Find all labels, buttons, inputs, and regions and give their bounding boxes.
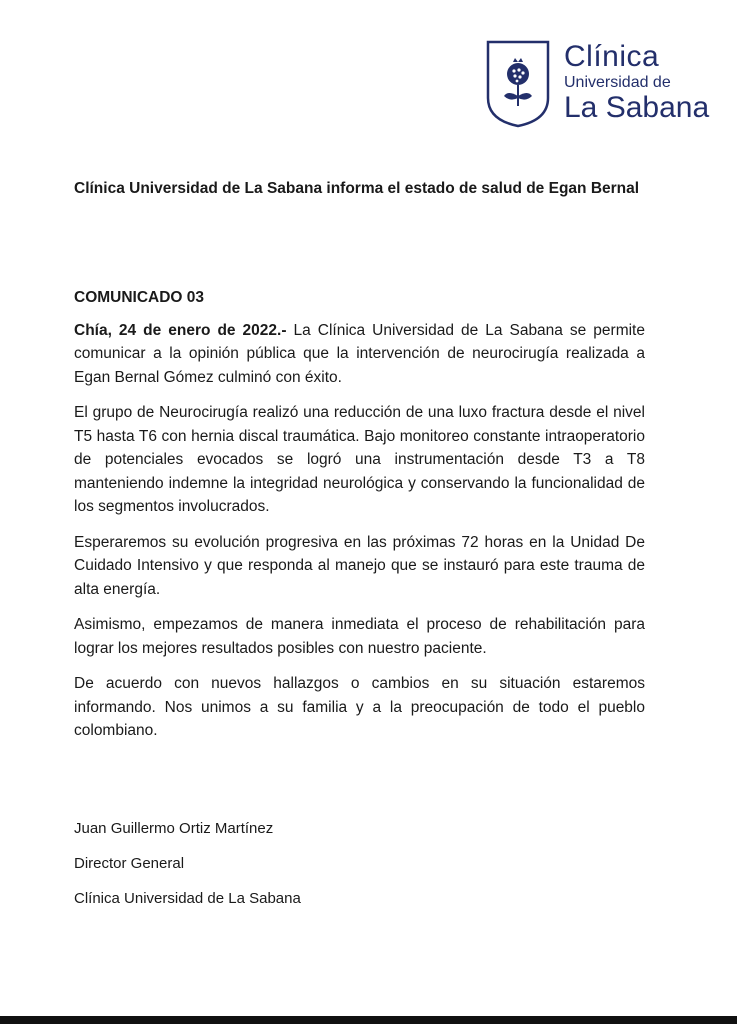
communique-title: COMUNICADO 03 — [74, 289, 205, 306]
paragraph-2: El grupo de Neurocirugía realizó una reducción de una luxo fractura desde el nivel T5 hasta T6 con hernia discal traumática. Bajo monitoreo constante intraoperatorio de potenciales evocados se logró una instrumentación desde T3 a T8 manteniendo indemne la integridad neurológica y conservando la funcionalidad de los segmentos involucrados. — [74, 404, 645, 515]
logo-line-3: La Sabana — [564, 91, 710, 124]
bottom-bar — [0, 1016, 737, 1024]
logo-line-1: Clínica — [564, 40, 660, 73]
logo-wordmark — [564, 42, 709, 124]
clinic-logo — [486, 40, 718, 130]
communique-body — [74, 286, 645, 755]
paragraph-3: Esperaremos su evolución progresiva en las próximas 72 horas en la Unidad De Cuidado Intensivo y que responda al manejo que se instauró para este trauma de alta energía. — [74, 533, 645, 598]
signature-block — [74, 820, 301, 925]
logo-line-2: Universidad de — [564, 74, 671, 91]
document-headline: Clínica Universidad de La Sabana informa el estado de salud de Egan Bernal — [74, 180, 640, 197]
signatory-name: Juan Guillermo Ortiz Martínez — [74, 820, 274, 837]
paragraph-1-text: La Clínica Universidad de La Sabana se permite comunicar a la opinión pública que la intervención de neurocirugía realizada a Egan Bernal Gómez culminó con éxito. — [74, 321, 645, 386]
paragraph-4: Asimismo, empezamos de manera inmediata el proceso de rehabilitación para lograr los mejores resultados posibles con nuestro paciente. — [74, 616, 645, 657]
paragraph-5: De acuerdo con nuevos hallazgos o cambios en su situación estaremos informando. Nos unimos a su familia y a la preocupación de todo el pueblo colombiano. — [74, 675, 645, 739]
paragraph-1 — [74, 319, 645, 390]
pomegranate-seal-icon — [486, 40, 550, 128]
dateline: Chía, 24 de enero de 2022.- — [74, 321, 287, 339]
signatory-role: Director General — [74, 855, 185, 872]
signatory-organization: Clínica Universidad de La Sabana — [74, 890, 301, 907]
